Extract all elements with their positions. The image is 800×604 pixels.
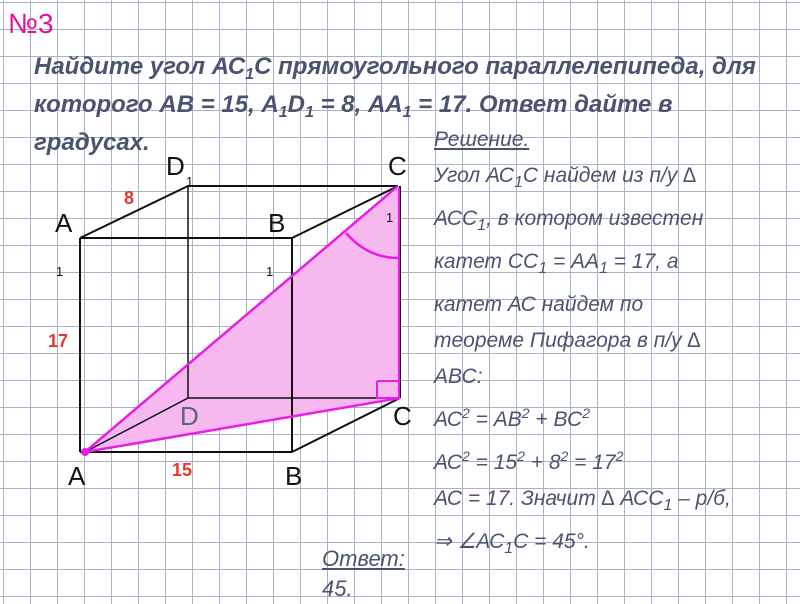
solution-text: АСС [434,207,478,230]
superscript: 2 [615,448,624,464]
solution-text: = АВ [469,408,522,431]
vertex-c1-label: C [388,151,407,181]
solution-text: АС [434,408,462,431]
solution-line [434,395,794,438]
vertex-d1-label: D [166,151,185,181]
answer-title: Ответ: [322,546,405,571]
solution-block [434,122,794,567]
solution-text: теореме Пифагора в п/у ∆ [434,329,701,352]
length-ad-label: 8 [124,188,135,208]
vertex-d1-sub: 1 [186,174,194,189]
vertex-b1-label: B [268,208,286,238]
solution-text: , в котором известен [486,207,704,230]
solution-line [434,438,794,481]
problem-text: = 17. Ответ дайте в градусах. [34,91,673,156]
solution-text: катет СС [434,250,539,273]
vertex-a-label: A [68,461,86,491]
vertex-c1-sub: 1 [386,210,394,225]
superscript: 2 [521,405,530,421]
solution-text: = 17 [568,451,616,474]
solution-text: = 15 [469,451,518,474]
subscript: 1 [663,497,673,514]
solution-text: + 8 [524,451,561,474]
point-a [81,448,89,456]
subscript: 1 [477,217,487,234]
solution-text: = АА [547,250,600,273]
problem-text: D [287,91,305,118]
vertex-b1-sub: 1 [266,264,274,279]
solution-title [434,122,794,158]
problem-text: = 8, АА [313,91,403,118]
subscript: 1 [305,104,314,121]
vertex-a1-sub: 1 [56,264,64,279]
superscript: 2 [462,448,470,464]
superscript: 2 [517,448,525,464]
solution-line [434,287,794,323]
solution-line [434,323,794,359]
vertex-d-label: D [180,401,199,431]
subscript: 1 [278,104,288,121]
solution-text: – р/б, [672,487,731,510]
subscript: 1 [538,260,548,277]
answer-value: 45. [322,576,353,601]
solution-text: АС = 17. Значит ∆ АСС [434,487,664,510]
subscript: 1 [402,104,412,121]
superscript: 2 [560,448,569,464]
solution-text: АС [434,451,462,474]
vertex-b-label: B [285,461,303,491]
solution-text: ⇒ ∠АС [434,530,505,553]
task-number: №3 [8,8,54,39]
solution-line [434,524,794,567]
superscript: 2 [582,405,590,421]
superscript: 2 [462,405,470,421]
subscript: 1 [599,260,608,277]
subscript: 1 [245,66,255,83]
solution-text: С = 45°. [513,530,590,553]
vertex-c-label: C [393,401,412,431]
answer-block [322,544,405,604]
solution-text: катет АС найдем по [434,293,644,316]
problem-text: Найдите угол АС [34,53,246,80]
vertex-a1-label: A [55,208,73,238]
solution-text: АВС: [434,365,483,388]
solution-line [434,244,794,287]
solution-line [434,481,794,524]
length-ab-label: 15 [172,460,193,480]
length-aa1-label: 17 [48,331,69,351]
subscript: 1 [504,540,514,557]
solution-line [434,359,794,395]
solution-text: = 17, а [607,250,679,273]
solution-text: С найдем из п/у ∆ [522,164,696,187]
problem-text: С прямоугольного параллелепипеда, для которого АВ = 15, А [34,53,756,118]
solution-text: + ВС [529,408,583,431]
solution-title-text: Решение. [434,128,530,151]
solution-line [434,201,794,244]
solution-line [434,158,794,201]
subscript: 1 [513,174,523,191]
solution-text: Угол АС [434,164,514,187]
